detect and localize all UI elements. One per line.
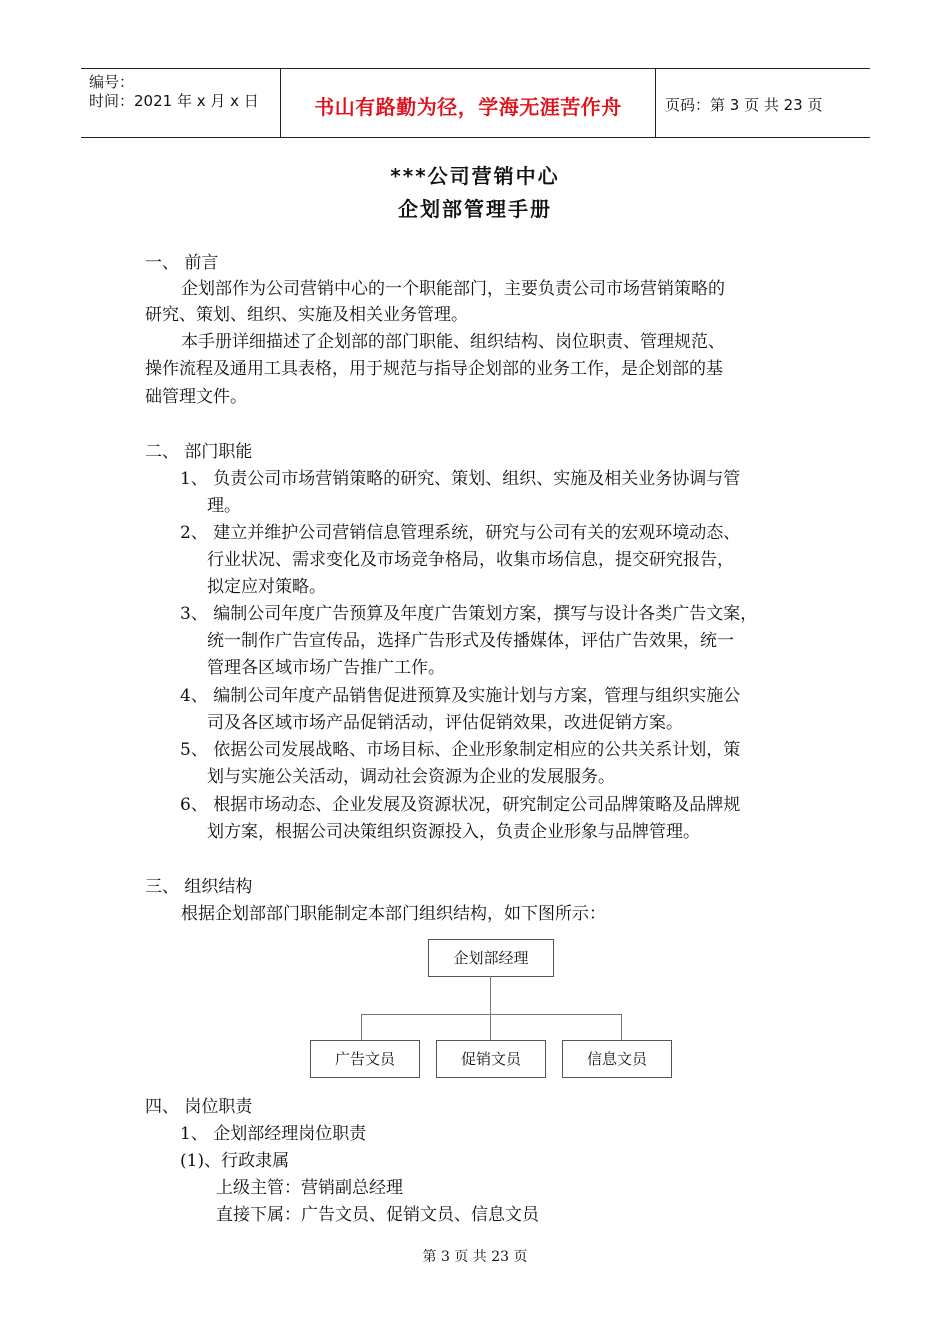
list-item-line: 统一制作广告宣传品，选择广告形式及传播媒体，评估广告效果，统一 — [207, 631, 734, 651]
section-heading: 二、 部门职能 — [145, 442, 253, 462]
doc-title-line1: ***公司营销中心 — [390, 164, 560, 188]
org-connector — [361, 1014, 362, 1040]
org-box-manager: 企划部经理 — [428, 939, 554, 977]
list-item-line: 划方案，根据公司决策组织资源投入，负责企业形象与品牌管理。 — [207, 822, 700, 842]
list-item-line: 划与实施公关活动，调动社会资源为企业的发展服务。 — [207, 767, 615, 787]
header-page-info: 页码：第 3 页 共 23 页 — [665, 96, 823, 114]
doc-title-line2: 企划部管理手册 — [398, 197, 552, 221]
org-box-staff: 促销文员 — [436, 1040, 546, 1078]
date-line: 时间：2021 年 x 月 x 日 — [89, 92, 259, 110]
org-box-staff: 广告文员 — [310, 1040, 420, 1078]
page-footer: 第 3 页 共 23 页 — [422, 1249, 528, 1265]
paragraph-line: 根据企划部部门职能制定本部门组织结构，如下图所示： — [181, 904, 606, 924]
org-box-staff: 信息文员 — [562, 1040, 672, 1078]
list-item-line: 4、 编制公司年度产品销售促进预算及实施计划与方案，管理与组织实施公 — [180, 686, 741, 706]
list-item-line: 理。 — [207, 496, 241, 516]
org-connector — [621, 1014, 622, 1040]
list-item-line: 5、 依据公司发展战略、市场目标、企业形象制定相应的公共关系计划，策 — [180, 740, 741, 760]
list-item-line: 司及各区域市场产品促销活动，评估促销效果，改进促销方案。 — [207, 713, 683, 733]
list-item-line: 管理各区域市场广告推广工作。 — [207, 658, 445, 678]
org-connector — [361, 1014, 621, 1015]
org-connector — [490, 1014, 491, 1040]
header-meta — [89, 73, 259, 111]
list-item-line: 拟定应对策略。 — [207, 577, 326, 597]
list-item-line: 3、 编制公司年度广告预算及年度广告策划方案，撰写与设计各类广告文案， — [180, 604, 758, 624]
paragraph-line: 企划部作为公司营销中心的一个职能部门，主要负责公司市场营销策略的 — [181, 279, 725, 299]
list-item-line: 行业状况、需求变化及市场竞争格局，收集市场信息，提交研究报告， — [207, 550, 734, 570]
paragraph-line: 直接下属：广告文员、促销文员、信息文员 — [216, 1205, 539, 1225]
paragraph-line: 操作流程及通用工具表格，用于规范与指导企划部的业务工作，是企划部的基 — [145, 359, 723, 379]
list-item-line: 6、 根据市场动态、企业发展及资源状况，研究制定公司品牌策略及品牌规 — [180, 795, 741, 815]
list-item-line: 2、 建立并维护公司营销信息管理系统，研究与公司有关的宏观环境动态、 — [180, 523, 741, 543]
subsection-heading: (1)、行政隶属 — [180, 1151, 290, 1171]
section-heading: 一、 前言 — [145, 253, 219, 273]
paragraph-line: 本手册详细描述了企划部的部门职能、组织结构、岗位职责、管理规范、 — [181, 332, 725, 352]
header-motto: 书山有路勤为径，学海无涯苦作舟 — [314, 95, 622, 119]
org-connector — [490, 976, 491, 1014]
page-header — [81, 68, 870, 138]
list-item-line: 1、 负责公司市场营销策略的研究、策划、组织、实施及相关业务协调与管 — [180, 469, 741, 489]
header-divider — [655, 69, 656, 137]
subsection-heading: 1、 企划部经理岗位职责 — [180, 1124, 367, 1144]
paragraph-line: 研究、策划、组织、实施及相关业务管理。 — [145, 305, 468, 325]
paragraph-line: 上级主管：营销副总经理 — [216, 1178, 403, 1198]
section-heading: 四、 岗位职责 — [145, 1097, 253, 1117]
serial-label: 编号： — [89, 73, 135, 91]
paragraph-line: 础管理文件。 — [145, 387, 247, 407]
section-heading: 三、 组织结构 — [145, 877, 253, 897]
